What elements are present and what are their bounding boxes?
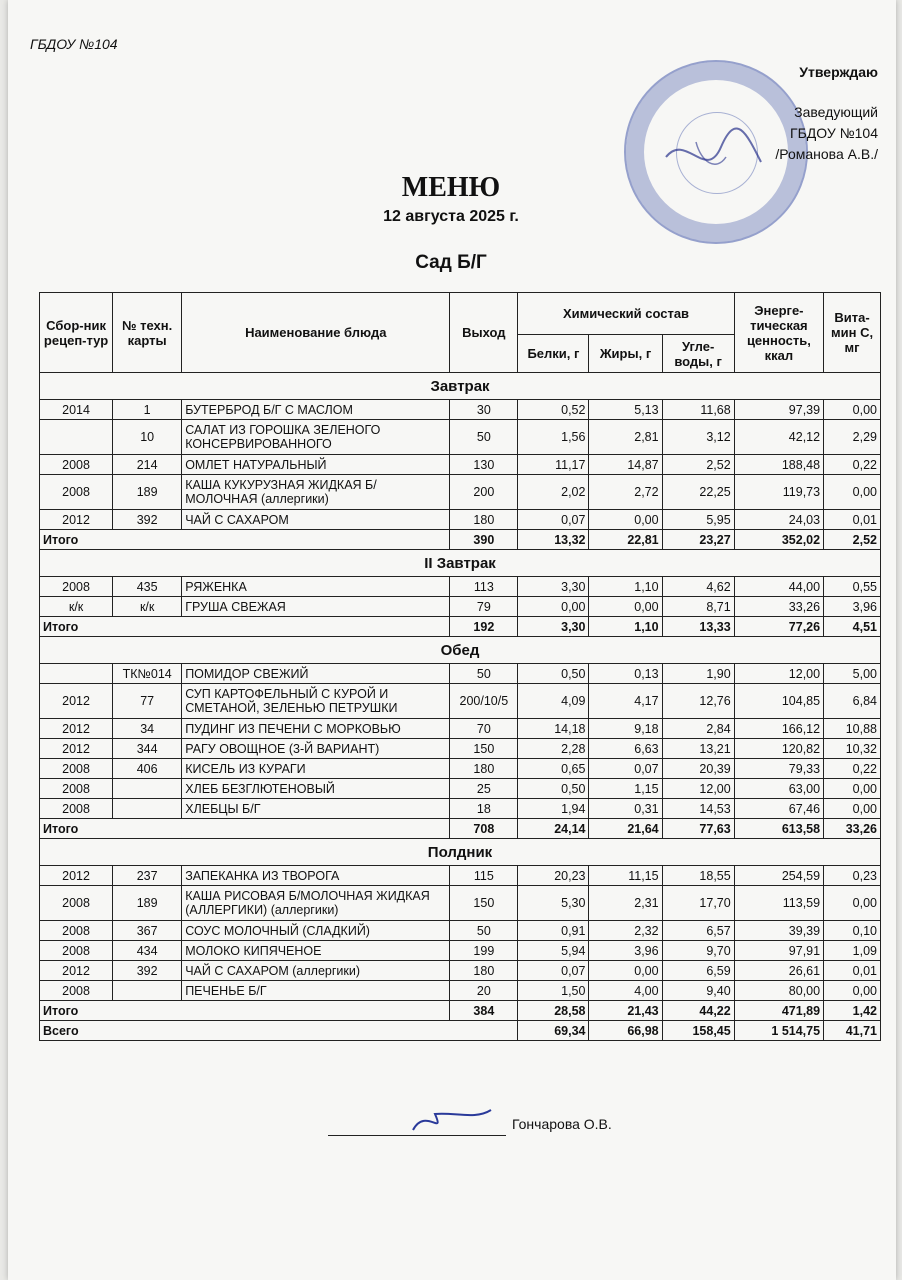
total-fat: 21,64	[589, 819, 662, 839]
cell-collection	[40, 664, 113, 684]
cell-protein: 2,28	[518, 739, 589, 759]
cell-carb: 17,70	[662, 886, 734, 921]
total-label: Итого	[40, 819, 450, 839]
cell-carb: 13,21	[662, 739, 734, 759]
total-row	[40, 617, 881, 637]
cell-card: 406	[113, 759, 182, 779]
cell-dish: ПОМИДОР СВЕЖИЙ	[182, 664, 450, 684]
cell-carb: 6,59	[662, 961, 734, 981]
cell-fat: 0,07	[589, 759, 662, 779]
cell-dish: КАША КУКУРУЗНАЯ ЖИДКАЯ Б/МОЛОЧНАЯ (аллергики)	[182, 475, 450, 510]
cell-carb: 3,12	[662, 420, 734, 455]
cell-protein: 20,23	[518, 866, 589, 886]
table-row	[40, 886, 881, 921]
cell-collection: 2012	[40, 684, 113, 719]
cell-protein: 3,30	[518, 577, 589, 597]
cell-carb: 9,40	[662, 981, 734, 1001]
cell-card: 1	[113, 400, 182, 420]
total-energy: 77,26	[734, 617, 823, 637]
total-label: Итого	[40, 530, 450, 550]
cell-dish: КИСЕЛЬ ИЗ КУРАГИ	[182, 759, 450, 779]
grand-total-protein: 69,34	[518, 1021, 589, 1041]
total-energy: 613,58	[734, 819, 823, 839]
cell-fat: 0,00	[589, 597, 662, 617]
cell-protein: 0,07	[518, 510, 589, 530]
total-carb: 23,27	[662, 530, 734, 550]
total-yield: 384	[450, 1001, 518, 1021]
cell-energy: 97,91	[734, 941, 823, 961]
cell-carb: 18,55	[662, 866, 734, 886]
total-vitc: 33,26	[824, 819, 881, 839]
cell-yield: 199	[450, 941, 518, 961]
cell-yield: 200	[450, 475, 518, 510]
cell-energy: 104,85	[734, 684, 823, 719]
cell-protein: 14,18	[518, 719, 589, 739]
cell-vitc: 0,01	[824, 510, 881, 530]
cell-yield: 180	[450, 510, 518, 530]
cell-vitc: 0,22	[824, 759, 881, 779]
table-row	[40, 739, 881, 759]
cell-protein: 0,50	[518, 779, 589, 799]
signature-name: Гончарова О.В.	[512, 1116, 612, 1132]
total-protein: 28,58	[518, 1001, 589, 1021]
total-fat: 21,43	[589, 1001, 662, 1021]
approval-block	[775, 62, 878, 165]
cell-collection: 2008	[40, 941, 113, 961]
cell-energy: 120,82	[734, 739, 823, 759]
cell-vitc: 2,29	[824, 420, 881, 455]
cell-protein: 1,50	[518, 981, 589, 1001]
cell-collection: 2008	[40, 921, 113, 941]
cell-fat: 5,13	[589, 400, 662, 420]
cell-card: 237	[113, 866, 182, 886]
col-dish: Наименование блюда	[182, 293, 450, 373]
cell-collection: 2008	[40, 577, 113, 597]
total-row	[40, 1001, 881, 1021]
cell-vitc: 0,00	[824, 779, 881, 799]
cell-fat: 2,72	[589, 475, 662, 510]
cell-carb: 22,25	[662, 475, 734, 510]
cell-fat: 6,63	[589, 739, 662, 759]
cell-carb: 6,57	[662, 921, 734, 941]
cell-yield: 25	[450, 779, 518, 799]
cell-yield: 50	[450, 420, 518, 455]
total-row	[40, 530, 881, 550]
table-row	[40, 779, 881, 799]
cell-dish: ЗАПЕКАНКА ИЗ ТВОРОГА	[182, 866, 450, 886]
cell-protein: 11,17	[518, 455, 589, 475]
cell-vitc: 10,88	[824, 719, 881, 739]
cell-energy: 24,03	[734, 510, 823, 530]
cell-fat: 4,17	[589, 684, 662, 719]
table-row	[40, 799, 881, 819]
cell-protein: 4,09	[518, 684, 589, 719]
cell-yield: 200/10/5	[450, 684, 518, 719]
cell-dish: БУТЕРБРОД Б/Г С МАСЛОМ	[182, 400, 450, 420]
cell-dish: СОУС МОЛОЧНЫЙ (СЛАДКИЙ)	[182, 921, 450, 941]
total-yield: 390	[450, 530, 518, 550]
cell-fat: 9,18	[589, 719, 662, 739]
cell-energy: 119,73	[734, 475, 823, 510]
total-fat: 22,81	[589, 530, 662, 550]
cell-energy: 39,39	[734, 921, 823, 941]
cell-carb: 14,53	[662, 799, 734, 819]
cell-energy: 79,33	[734, 759, 823, 779]
table-row	[40, 719, 881, 739]
cell-carb: 5,95	[662, 510, 734, 530]
cell-collection: 2012	[40, 866, 113, 886]
cell-dish: ХЛЕБЦЫ Б/Г	[182, 799, 450, 819]
cell-yield: 150	[450, 739, 518, 759]
cell-energy: 44,00	[734, 577, 823, 597]
cell-vitc: 10,32	[824, 739, 881, 759]
cell-card: 367	[113, 921, 182, 941]
cell-protein: 0,00	[518, 597, 589, 617]
cell-card	[113, 779, 182, 799]
grand-total-row	[40, 1021, 881, 1041]
cell-vitc: 0,22	[824, 455, 881, 475]
cell-carb: 2,52	[662, 455, 734, 475]
cell-dish: РАГУ ОВОЩНОЕ (3-Й ВАРИАНТ)	[182, 739, 450, 759]
grand-total-energy: 1 514,75	[734, 1021, 823, 1041]
cell-vitc: 0,10	[824, 921, 881, 941]
cell-dish: ЧАЙ С САХАРОМ (аллергики)	[182, 961, 450, 981]
cell-fat: 2,31	[589, 886, 662, 921]
cell-vitc: 0,00	[824, 799, 881, 819]
cell-energy: 254,59	[734, 866, 823, 886]
signature-line	[328, 1135, 506, 1136]
cell-yield: 20	[450, 981, 518, 1001]
cell-dish: ЧАЙ С САХАРОМ	[182, 510, 450, 530]
cell-fat: 2,32	[589, 921, 662, 941]
cell-dish: КАША РИСОВАЯ Б/МОЛОЧНАЯ ЖИДКАЯ (АЛЛЕРГИКИ) (аллергики)	[182, 886, 450, 921]
col-carb: Угле-воды, г	[662, 335, 734, 373]
cell-carb: 12,00	[662, 779, 734, 799]
col-protein: Белки, г	[518, 335, 589, 373]
table-row	[40, 684, 881, 719]
cell-fat: 0,13	[589, 664, 662, 684]
cell-yield: 79	[450, 597, 518, 617]
approval-person: /Романова А.В./	[775, 146, 878, 162]
cell-fat: 2,81	[589, 420, 662, 455]
table-row	[40, 455, 881, 475]
table-row	[40, 941, 881, 961]
cell-carb: 12,76	[662, 684, 734, 719]
total-carb: 77,63	[662, 819, 734, 839]
cell-protein: 0,52	[518, 400, 589, 420]
cell-dish: ХЛЕБ БЕЗГЛЮТЕНОВЫЙ	[182, 779, 450, 799]
cell-card: 10	[113, 420, 182, 455]
cell-carb: 2,84	[662, 719, 734, 739]
cell-collection: 2008	[40, 981, 113, 1001]
cell-card: 392	[113, 510, 182, 530]
total-protein: 24,14	[518, 819, 589, 839]
cell-card: 189	[113, 475, 182, 510]
cell-protein: 5,30	[518, 886, 589, 921]
table-row	[40, 921, 881, 941]
cell-yield: 180	[450, 961, 518, 981]
cell-energy: 42,12	[734, 420, 823, 455]
cell-yield: 130	[450, 455, 518, 475]
page-title: МЕНЮ	[401, 172, 501, 203]
total-yield: 192	[450, 617, 518, 637]
total-energy: 471,89	[734, 1001, 823, 1021]
cell-carb: 20,39	[662, 759, 734, 779]
cell-card: 344	[113, 739, 182, 759]
menu-group: Сад Б/Г	[415, 252, 487, 273]
section-title: Обед	[40, 637, 881, 664]
cell-carb: 8,71	[662, 597, 734, 617]
cell-fat: 1,15	[589, 779, 662, 799]
total-fat: 1,10	[589, 617, 662, 637]
cell-dish: ГРУША СВЕЖАЯ	[182, 597, 450, 617]
table-row	[40, 475, 881, 510]
cell-protein: 0,65	[518, 759, 589, 779]
cell-dish: РЯЖЕНКА	[182, 577, 450, 597]
cell-vitc: 0,00	[824, 400, 881, 420]
cell-carb: 11,68	[662, 400, 734, 420]
cell-collection: 2012	[40, 739, 113, 759]
table-row	[40, 510, 881, 530]
cell-energy: 26,61	[734, 961, 823, 981]
cell-vitc: 1,09	[824, 941, 881, 961]
cell-vitc: 0,00	[824, 981, 881, 1001]
cell-collection: 2012	[40, 961, 113, 981]
cell-card: 434	[113, 941, 182, 961]
cell-fat: 11,15	[589, 866, 662, 886]
total-carb: 44,22	[662, 1001, 734, 1021]
cell-yield: 115	[450, 866, 518, 886]
cell-card: 392	[113, 961, 182, 981]
grand-total-carb: 158,45	[662, 1021, 734, 1041]
cell-dish: ОМЛЕТ НАТУРАЛЬНЫЙ	[182, 455, 450, 475]
section-title: Завтрак	[40, 373, 881, 400]
total-carb: 13,33	[662, 617, 734, 637]
total-label: Итого	[40, 617, 450, 637]
cell-fat: 0,00	[589, 961, 662, 981]
cell-yield: 70	[450, 719, 518, 739]
cell-dish: МОЛОКО КИПЯЧЕНОЕ	[182, 941, 450, 961]
total-protein: 13,32	[518, 530, 589, 550]
table-row	[40, 866, 881, 886]
cell-collection: 2012	[40, 510, 113, 530]
cell-collection: 2014	[40, 400, 113, 420]
signature-block	[0, 1110, 902, 1150]
approval-position: Заведующий	[794, 104, 878, 120]
cell-energy: 188,48	[734, 455, 823, 475]
cell-carb: 9,70	[662, 941, 734, 961]
cell-fat: 3,96	[589, 941, 662, 961]
cell-yield: 30	[450, 400, 518, 420]
cell-dish: ПЕЧЕНЬЕ Б/Г	[182, 981, 450, 1001]
table-row	[40, 664, 881, 684]
approval-title: Утверждаю	[799, 64, 878, 80]
section-title: II Завтрак	[40, 550, 881, 577]
col-chem: Химический состав	[518, 293, 734, 335]
total-label: Итого	[40, 1001, 450, 1021]
cell-energy: 12,00	[734, 664, 823, 684]
cell-protein: 0,91	[518, 921, 589, 941]
cell-protein: 1,56	[518, 420, 589, 455]
cell-yield: 18	[450, 799, 518, 819]
cell-energy: 67,46	[734, 799, 823, 819]
menu-table	[39, 292, 881, 1041]
col-energy: Энерге-тическая ценность, ккал	[734, 293, 823, 373]
cell-vitc: 6,84	[824, 684, 881, 719]
total-row	[40, 819, 881, 839]
cell-energy: 166,12	[734, 719, 823, 739]
col-card: № техн. карты	[113, 293, 182, 373]
total-protein: 3,30	[518, 617, 589, 637]
cell-card	[113, 799, 182, 819]
cell-dish: САЛАТ ИЗ ГОРОШКА ЗЕЛЕНОГО КОНСЕРВИРОВАННОГО	[182, 420, 450, 455]
table-row	[40, 961, 881, 981]
cell-vitc: 0,00	[824, 886, 881, 921]
cell-energy: 113,59	[734, 886, 823, 921]
cell-card: 435	[113, 577, 182, 597]
cell-vitc: 5,00	[824, 664, 881, 684]
cell-collection: 2008	[40, 759, 113, 779]
cell-energy: 63,00	[734, 779, 823, 799]
section-title: Полдник	[40, 839, 881, 866]
table-row	[40, 420, 881, 455]
table-row	[40, 981, 881, 1001]
cell-fat: 1,10	[589, 577, 662, 597]
cell-yield: 50	[450, 664, 518, 684]
cell-dish: ПУДИНГ ИЗ ПЕЧЕНИ С МОРКОВЬЮ	[182, 719, 450, 739]
cell-carb: 1,90	[662, 664, 734, 684]
cell-fat: 0,31	[589, 799, 662, 819]
cell-card: 77	[113, 684, 182, 719]
cell-fat: 14,87	[589, 455, 662, 475]
cell-protein: 5,94	[518, 941, 589, 961]
cell-yield: 180	[450, 759, 518, 779]
cell-yield: 113	[450, 577, 518, 597]
total-yield: 708	[450, 819, 518, 839]
cell-collection: 2008	[40, 455, 113, 475]
cell-collection: 2008	[40, 886, 113, 921]
cell-dish: СУП КАРТОФЕЛЬНЫЙ С КУРОЙ И СМЕТАНОЙ, ЗЕЛЕНЬЮ ПЕТРУШКИ	[182, 684, 450, 719]
cell-card: 34	[113, 719, 182, 739]
col-vitc: Вита-мин С, мг	[824, 293, 881, 373]
cell-yield: 50	[450, 921, 518, 941]
cell-collection: 2008	[40, 799, 113, 819]
col-collection: Сбор-ник рецеп-тур	[40, 293, 113, 373]
total-vitc: 2,52	[824, 530, 881, 550]
cell-collection: к/к	[40, 597, 113, 617]
cell-fat: 4,00	[589, 981, 662, 1001]
menu-date: 12 августа 2025 г.	[383, 208, 519, 225]
col-yield: Выход	[450, 293, 518, 373]
cell-vitc: 3,96	[824, 597, 881, 617]
cell-vitc: 0,23	[824, 866, 881, 886]
cell-card	[113, 981, 182, 1001]
table-row	[40, 577, 881, 597]
cell-collection: 2008	[40, 779, 113, 799]
cell-carb: 4,62	[662, 577, 734, 597]
total-vitc: 4,51	[824, 617, 881, 637]
grand-total-fat: 66,98	[589, 1021, 662, 1041]
cell-protein: 0,50	[518, 664, 589, 684]
cell-vitc: 0,01	[824, 961, 881, 981]
cell-collection: 2008	[40, 475, 113, 510]
cell-vitc: 0,55	[824, 577, 881, 597]
cell-vitc: 0,00	[824, 475, 881, 510]
cell-card: 189	[113, 886, 182, 921]
table-row	[40, 759, 881, 779]
cell-collection	[40, 420, 113, 455]
cell-yield: 150	[450, 886, 518, 921]
cell-energy: 33,26	[734, 597, 823, 617]
cell-protein: 0,07	[518, 961, 589, 981]
total-energy: 352,02	[734, 530, 823, 550]
col-fat: Жиры, г	[589, 335, 662, 373]
grand-total-label: Всего	[40, 1021, 518, 1041]
table-row	[40, 400, 881, 420]
cell-card: 214	[113, 455, 182, 475]
table-row	[40, 597, 881, 617]
approval-institution: ГБДОУ №104	[790, 125, 878, 141]
cell-fat: 0,00	[589, 510, 662, 530]
cell-card: к/к	[113, 597, 182, 617]
grand-total-vitc: 41,71	[824, 1021, 881, 1041]
signature-icon	[405, 1102, 495, 1142]
cell-collection: 2012	[40, 719, 113, 739]
organization-name: ГБДОУ №104	[30, 36, 118, 52]
cell-card: ТК№014	[113, 664, 182, 684]
total-vitc: 1,42	[824, 1001, 881, 1021]
cell-energy: 97,39	[734, 400, 823, 420]
cell-protein: 1,94	[518, 799, 589, 819]
cell-protein: 2,02	[518, 475, 589, 510]
cell-energy: 80,00	[734, 981, 823, 1001]
